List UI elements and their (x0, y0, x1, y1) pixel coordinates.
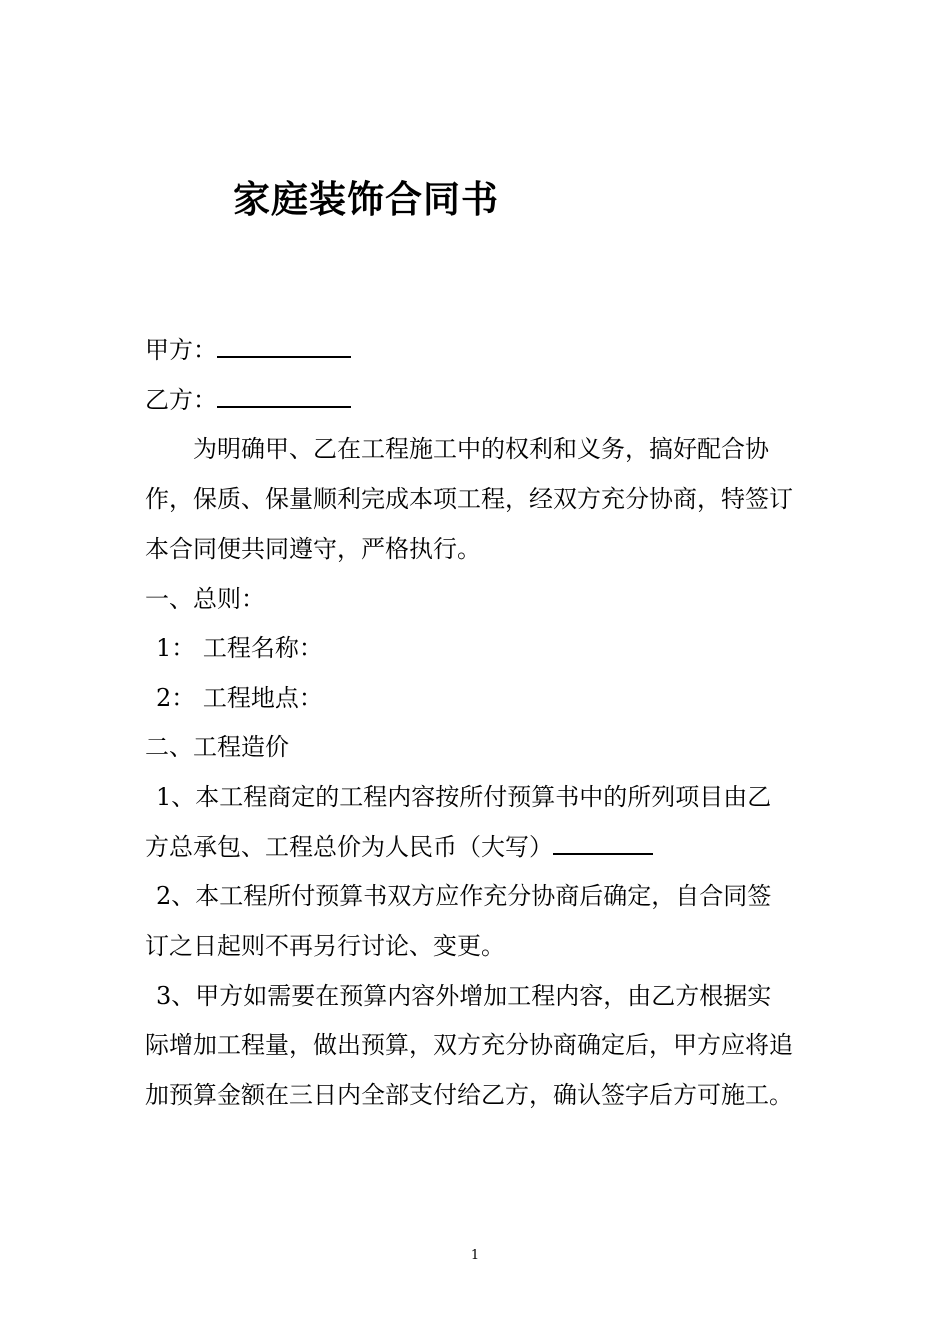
section-1-heading: 一、总则： (145, 585, 265, 613)
clause-1-line-2 (145, 831, 653, 863)
clause-1-text: 方总承包、工程总价为人民币（大写） (145, 833, 553, 861)
party-a-blank (217, 334, 351, 358)
clause-2-line-1: 2、本工程所付预算书双方应作充分协商后确定，自合同签 (156, 882, 772, 910)
party-b-blank (217, 384, 351, 408)
party-a-label: 甲方： (145, 336, 217, 364)
party-a-line (145, 334, 351, 366)
section-2-heading: 二、工程造价 (145, 733, 289, 761)
project-location-item: 2： 工程地点： (156, 684, 323, 712)
clause-1-line-1: 1、本工程商定的工程内容按所付预算书中的所列项目由乙 (156, 783, 772, 811)
clause-3-line-1: 3、甲方如需要在预算内容外增加工程内容，由乙方根据实 (156, 982, 772, 1010)
clause-3-line-2: 际增加工程量，做出预算，双方充分协商确定后，甲方应将追 (145, 1031, 793, 1059)
page-number: 1 (470, 1248, 480, 1263)
document-title: 家庭装饰合同书 (233, 177, 499, 221)
price-blank (553, 831, 653, 855)
intro-line-1: 为明确甲、乙在工程施工中的权利和义务，搞好配合协 (193, 435, 769, 463)
party-b-line (145, 384, 351, 416)
clause-3-line-3: 加预算金额在三日内全部支付给乙方，确认签字后方可施工。 (145, 1081, 793, 1109)
intro-line-2: 作，保质、保量顺利完成本项工程，经双方充分协商，特签订 (145, 485, 793, 513)
party-b-label: 乙方： (145, 386, 217, 414)
project-name-item: 1： 工程名称： (156, 634, 323, 662)
intro-line-3: 本合同便共同遵守，严格执行。 (145, 535, 481, 563)
clause-2-line-2: 订之日起则不再另行讨论、变更。 (145, 932, 505, 960)
